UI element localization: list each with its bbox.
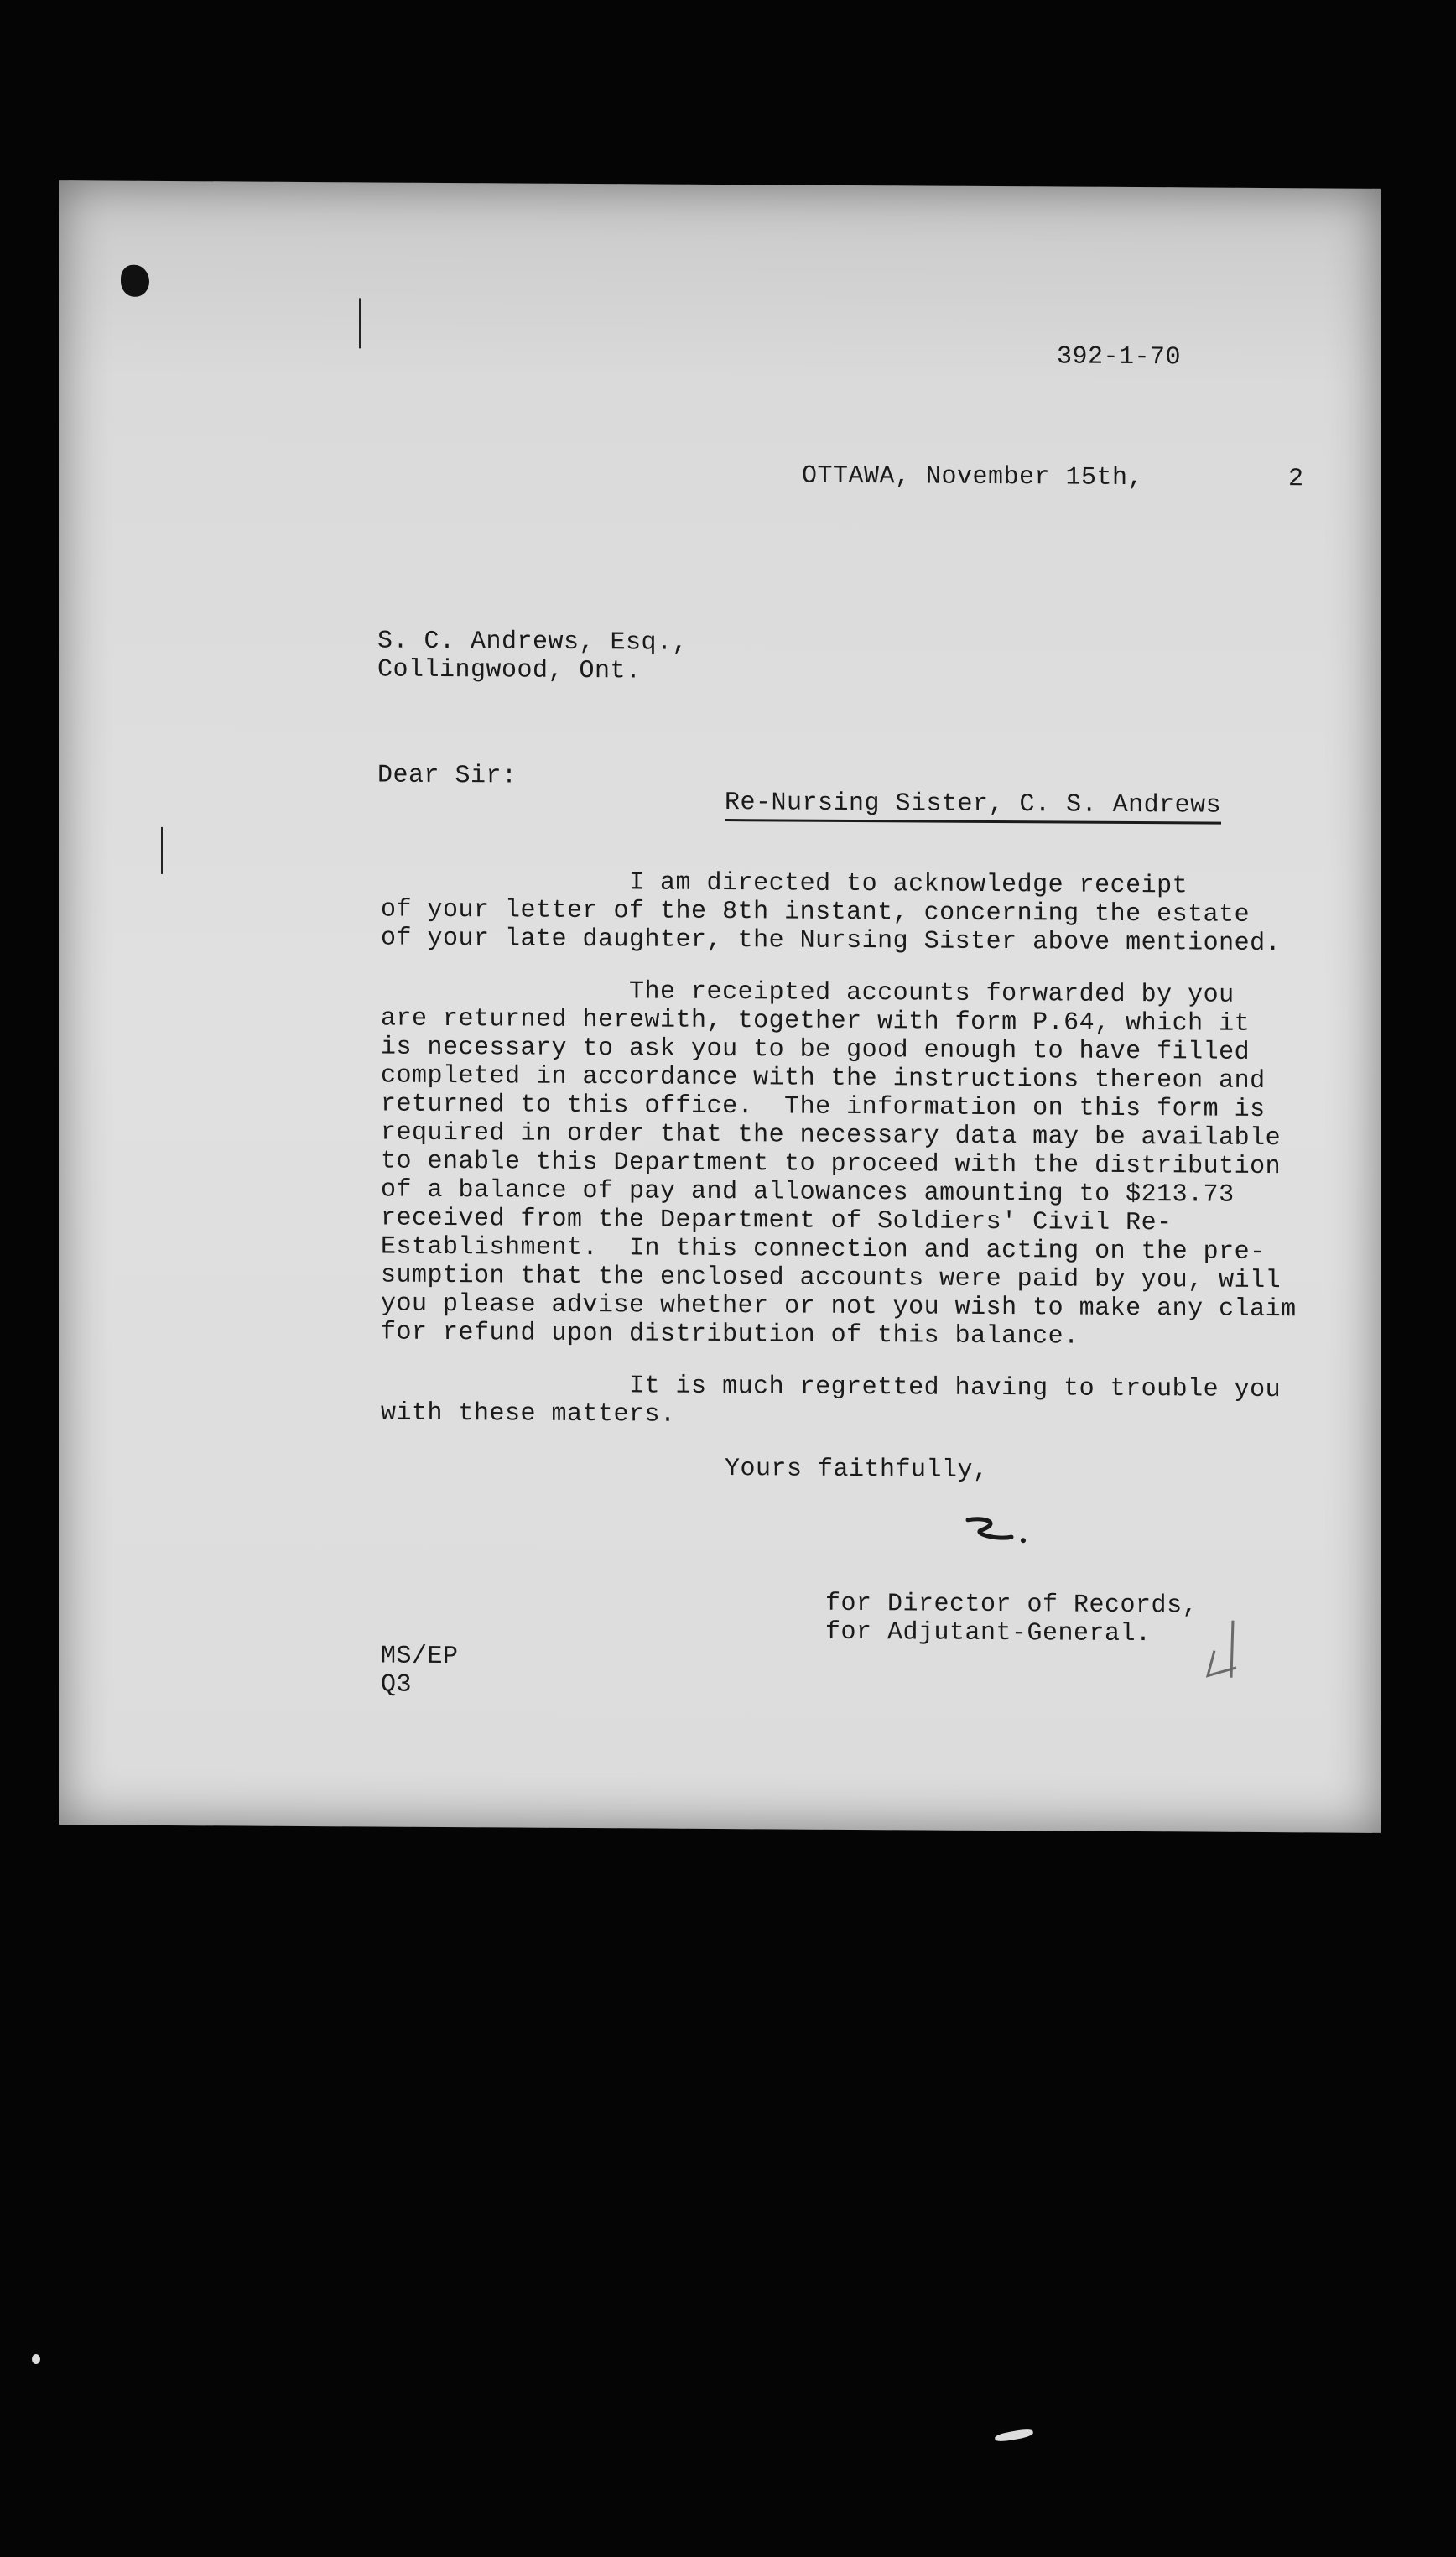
paragraph-accounts: The receipted accounts forwarded by you are returned herewith, together with form P.64, which it is necessary to ask you to be good enough to have filled completed in accordance with the instructions thereon and returned to this office. The information on this form is required in order that the necessary data may be available to enable this Department to proceed with the distribution of a balance of pay and allowances amounting to $213.73 received from the Department of Soldiers' Civil Re- Establishment. In this connection and acting on the pre- sumption that the enclosed accounts were paid by you, will you please advise whether or not you wish to make any claim for refund upon distribution of this balance. [381,977,1297,1351]
file-reference: 392-1-70 [1057,342,1182,372]
signature-block [825,1590,1198,1649]
recipient-address [377,628,688,686]
letter-page [59,180,1381,1833]
film-speck [994,2428,1033,2443]
punch-hole [121,265,149,297]
paragraph-acknowledgement: I am directed to acknowledge receipt of your letter of the 8th instant, concerning the estate of your late daughter, the Nursing Sister above mentioned. [381,868,1282,959]
code-line: Q3 [381,1670,413,1700]
signature-line-director: for Director of Records, [825,1589,1199,1621]
typist-initials [381,1643,459,1700]
subject-line: Re-Nursing Sister, C. S. Andrews [725,789,1221,825]
recipient-name: S. C. Andrews, Esq., [377,627,689,658]
signature-scribble [963,1512,1030,1554]
film-speck [32,2354,40,2364]
salutation: Dear Sir: [377,761,517,791]
place-date: OTTAWA, November 15th, [802,461,1144,493]
initials-line: MS/EP [381,1642,459,1672]
recipient-location: Collingwood, Ont. [377,655,642,686]
signature-line-adjutant: for Adjutant-General. [825,1617,1152,1649]
scan-mark [359,298,361,348]
paragraph-regret: It is much regretted having to trouble you with these matters. [381,1372,1282,1430]
page-number: 2 [1288,465,1304,494]
handwritten-mark [1203,1617,1253,1693]
closing: Yours faithfully, [725,1455,989,1485]
scan-mark [161,827,163,874]
